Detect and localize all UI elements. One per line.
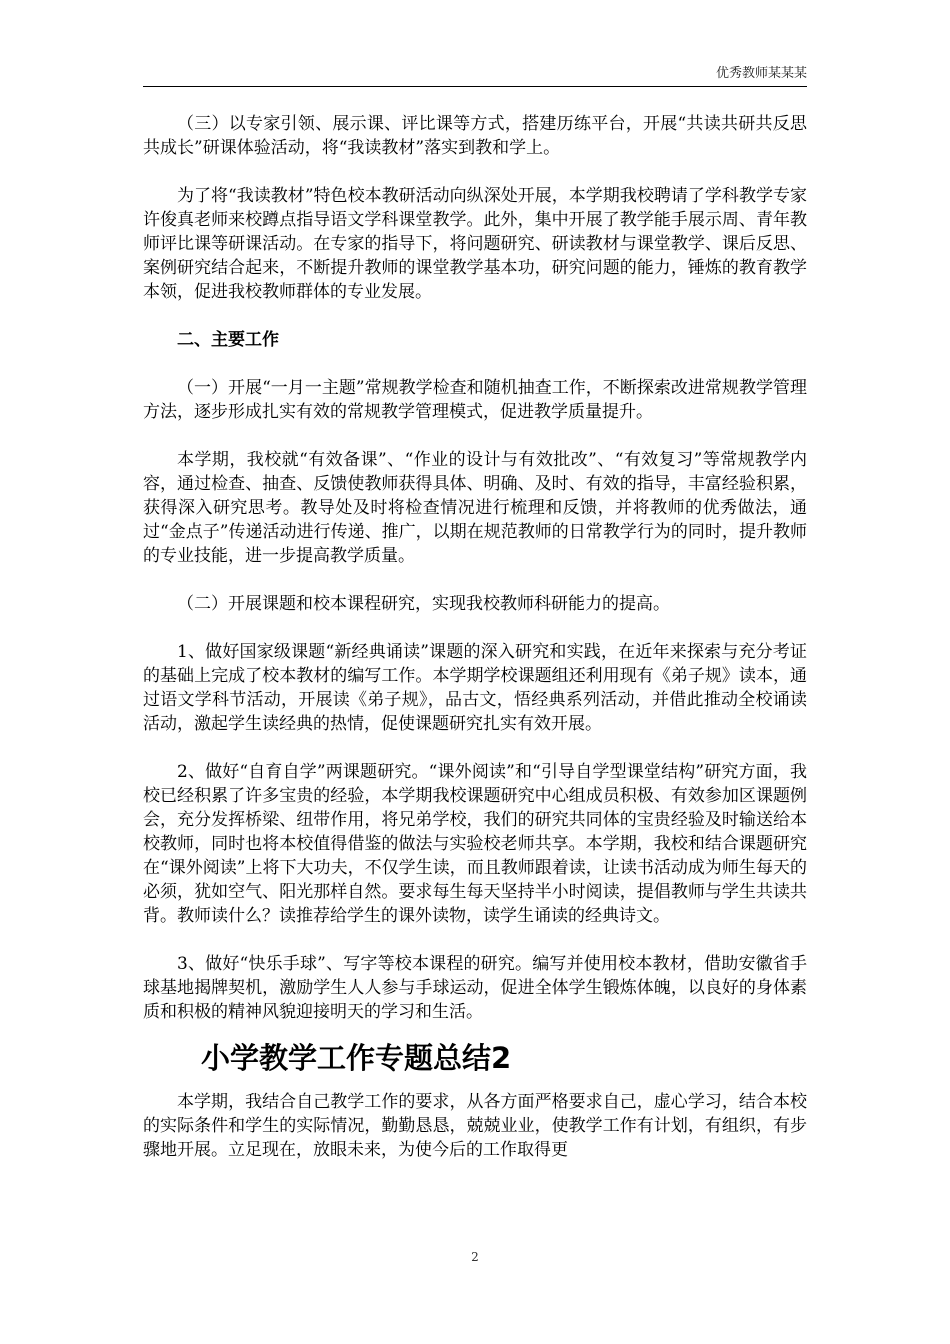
page-header: [143, 62, 807, 87]
paragraph-8: 3、做好“快乐手球”、写字等校本课程的研究。编写并使用校本教材，借助安徽省手球基地揭牌契机，激励学生人人参与手球运动，促进全体学生锻炼体魄，以良好的身体素质和积极的精神风貌迎接明天的学习和生活。: [143, 954, 807, 1022]
header-author: 优秀教师某某某: [715, 66, 807, 81]
paragraph-7: 2、做好“自育自学”两课题研究。“课外阅读”和“引导自学型课堂结构”研究方面，我校已经积累了许多宝贵的经验，本学期我校课题研究中心组成员积极、有效参加区课题例会，充分发挥桥梁、纽带作用，将兄弟学校，我们的研究共同体的宝贵经验及时输送给本校教师，同时也将本校值得借鉴的做法与实验校老师共享。本学期，我校和结合课题研究在“课外阅读”上将下大功夫，不仅学生读，而且教师跟着读，让读书活动成为师生每天的必须，犹如空气、阳光那样自然。要求每生每天坚持半小时阅读，提倡教师与学生共读共背。教师读什么？读推荐给学生的课外读物，读学生诵读的经典诗文。: [143, 762, 807, 926]
paragraph-4: 本学期，我校就“有效备课”、“作业的设计与有效批改”、“有效复习”等常规教学内容，通过检查、抽查、反馈使教师获得具体、明确、及时、有效的指导，丰富经验积累，获得深入研究思考。教导处及时将检查情况进行梳理和反馈，并将教师的优秀做法，通过“金点子”传递活动进行传递、推广，以期在规范教师的日常教学行为的同时，提升教师的专业技能，进一步提高教学质量。: [143, 450, 807, 566]
paragraph-9: 本学期，我结合自己教学工作的要求，从各方面严格要求自己，虚心学习，结合本校的实际条件和学生的实际情况，勤勤恳恳，兢兢业业，使教学工作有计划，有组织，有步骤地开展。立足现在，放眼未来，为使今后的工作取得更: [143, 1092, 807, 1160]
section-heading: 二、主要工作: [177, 330, 279, 350]
paragraph-2: 为了将“我读教材”特色校本教研活动向纵深处开展，本学期我校聘请了学科教学专家许俊真老师来校蹲点指导语文学科课堂教学。此外，集中开展了教学能手展示周、青年教师评比课等研课活动。在专家的指导下，将问题研究、研读教材与课堂教学、课后反思、案例研究结合起来，不断提升教师的课堂教学基本功，研究问题的能力，锤炼的教育教学本领，促进我校教师群体的专业发展。: [143, 186, 807, 302]
paragraph-6: 1、做好国家级课题“新经典诵读”课题的深入研究和实践，在近年来探索与充分考证的基础上完成了校本教材的编写工作。本学期学校课题组还利用现有《弟子规》读本，通过语文学科节活动，开展读《弟子规》，品古文，悟经典系列活动，并借此推动全校诵读活动，激起学生读经典的热情，促使课题研究扎实有效开展。: [143, 642, 807, 734]
paragraph-1: （三）以专家引领、展示课、评比课等方式，搭建历练平台，开展“共读共研共反思共成长”研课体验活动，将“我读教材”落实到教和学上。: [143, 114, 807, 158]
paragraph-5: （二）开展课题和校本课程研究，实现我校教师科研能力的提高。: [177, 594, 670, 614]
document-body: [143, 112, 807, 1162]
page-number: 2: [471, 1250, 479, 1264]
document-title: 小学教学工作专题总结2: [201, 1041, 512, 1075]
paragraph-3: （一）开展“一月一主题”常规教学检查和随机抽查工作，不断探索改进常规教学管理方法，逐步形成扎实有效的常规教学管理模式，促进教学质量提升。: [143, 378, 807, 422]
